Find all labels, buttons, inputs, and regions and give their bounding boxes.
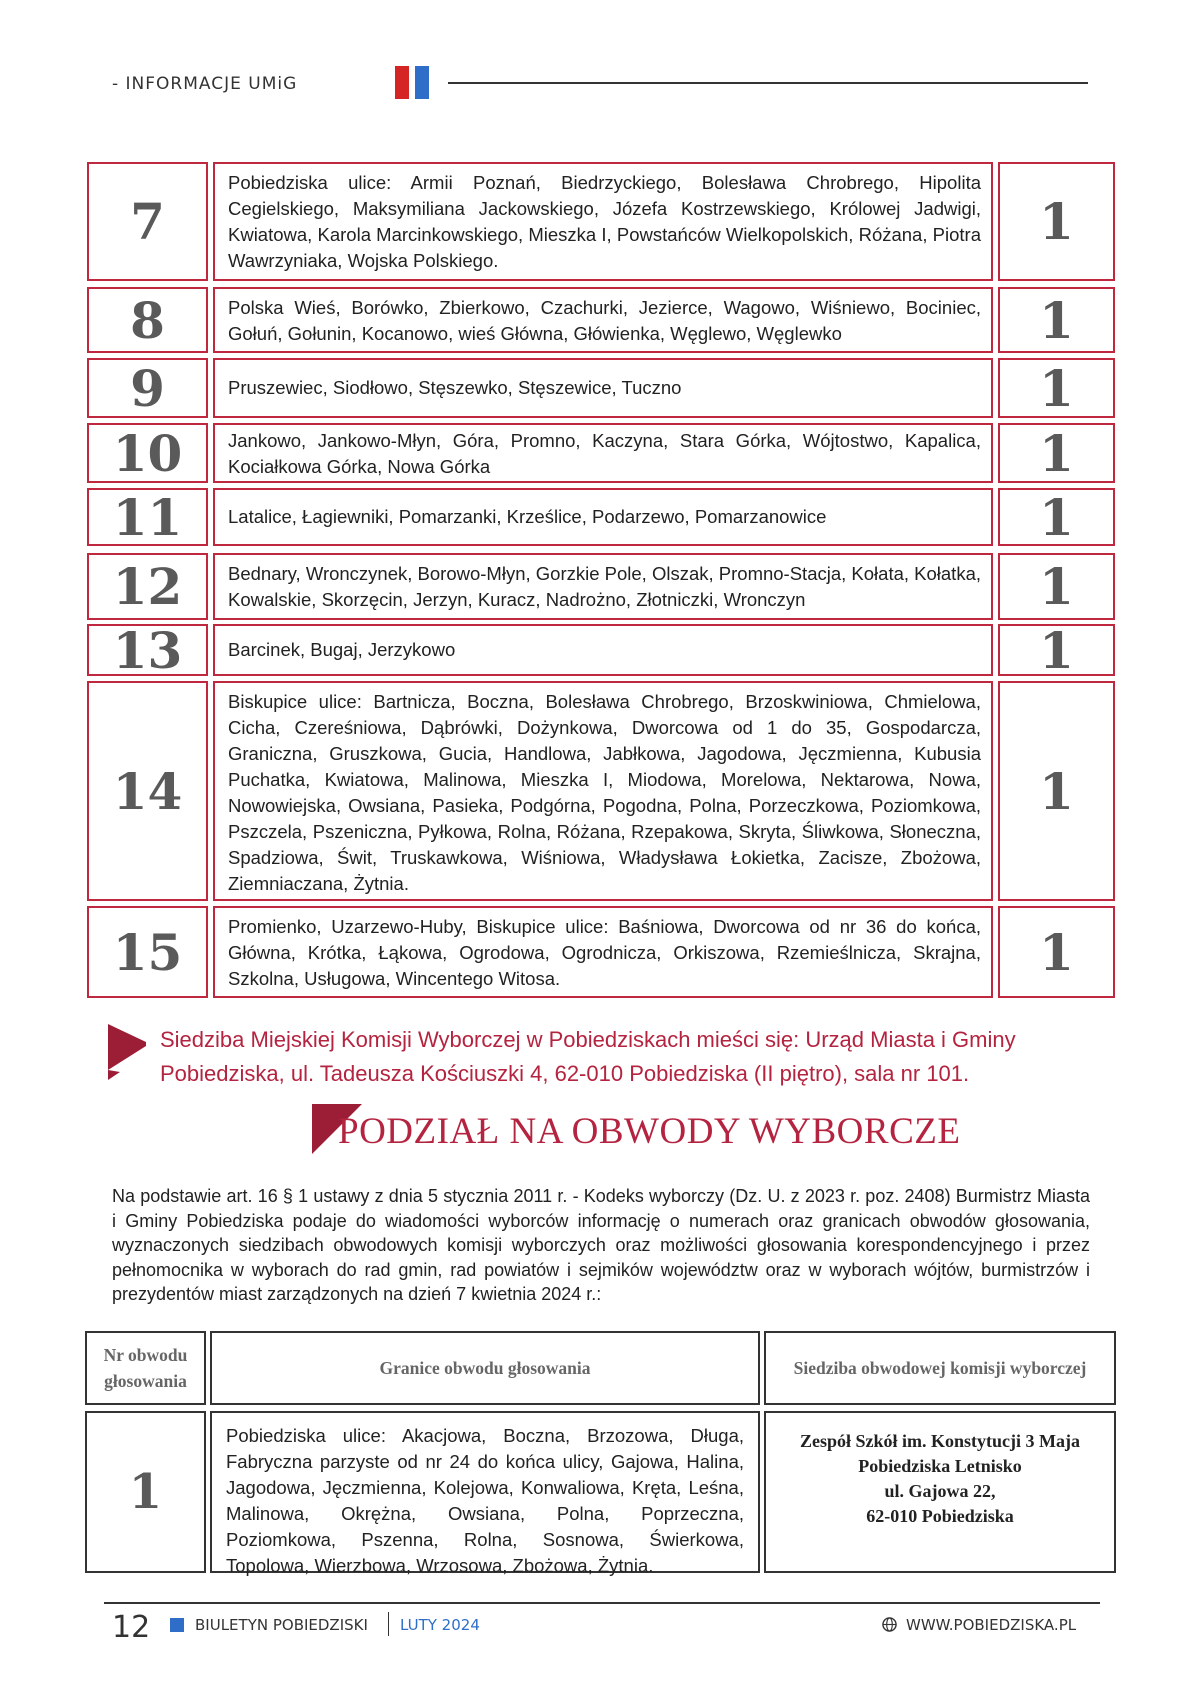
district-row	[87, 488, 1115, 546]
page-number: 12	[112, 1610, 151, 1645]
commission-seat-note: Siedziba Miejskiej Komisji Wyborczej w Pobiedziskach mieści się: Urząd Miasta i Gminy Pobiedziska, ul. Tadeusza Kościuszki 4, 62-010 Pobiedziska (II piętro), sala nr 101.	[160, 1027, 1016, 1086]
section-title: PODZIAŁ NA OBWODY WYBORCZE	[338, 1111, 961, 1152]
district-number: 1	[85, 1411, 206, 1573]
district-row	[87, 553, 1115, 620]
district-number: 12	[87, 553, 208, 620]
globe-icon	[882, 1617, 897, 1632]
header-rule	[448, 82, 1088, 84]
district-areas: Barcinek, Bugaj, Jerzykowo	[213, 624, 993, 676]
district-number: 10	[87, 423, 208, 483]
district-number: 15	[87, 906, 208, 998]
district-number: 13	[87, 624, 208, 676]
district-row	[87, 162, 1115, 281]
district-areas: Latalice, Łagiewniki, Pomarzanki, Krześlice, Podarzewo, Pomarzanowice	[213, 488, 993, 546]
district-row	[87, 681, 1115, 901]
commission-seat: Zespół Szkół im. Konstytucji 3 Maja Pobiedziska Letnisko ul. Gajowa 22, 62-010 Pobiedziska	[764, 1411, 1116, 1573]
district-row	[87, 358, 1115, 418]
issue-date: LUTY 2024	[400, 1616, 480, 1634]
column-header-seat: Siedziba obwodowej komisji wyborczej	[764, 1331, 1116, 1405]
intro-paragraph: Na podstawie art. 16 § 1 ustawy z dnia 5 stycznia 2011 r. - Kodeks wyborczy (Dz. U. z 2023 r. poz. 2408) Burmistrz Miasta i Gminy Pobiedziska podaje do wiadomości wyborców informację o numerach oraz granicach obwodów głosowania, wyznaczonych siedzibach obwodowych komisji wyborczych oraz możliwości głosowania korespondencyjnego i przez pełnomocnika w wyborach do rad gmin, rad powiatów i sejmików województw oraz w wyborach wójtów, burmistrzów i prezydentów miast zarządzonych na dzień 7 kwietnia 2024 r.:	[112, 1186, 1090, 1304]
district-number: 14	[87, 681, 208, 901]
column-header-areas: Granice obwodu głosowania	[210, 1331, 760, 1405]
callout-marker-icon	[108, 1024, 148, 1080]
district-areas: Jankowo, Jankowo-Młyn, Góra, Promno, Kaczyna, Stara Górka, Wójtostwo, Kapalica, Kociałkowa Górka, Nowa Górka	[213, 423, 993, 483]
website-link[interactable]: WWW.POBIEDZISKA.PL	[906, 1616, 1077, 1634]
district-count: 1	[998, 287, 1115, 353]
district-count: 1	[998, 488, 1115, 546]
district-areas: Bednary, Wronczynek, Borowo-Młyn, Gorzkie Pole, Olszak, Promno-Stacja, Kołata, Kołatka, Kowalskie, Skorzęcin, Jerzyn, Kuracz, Nadrożno, Złotniczki, Wronczyn	[213, 553, 993, 620]
district-count: 1	[998, 906, 1115, 998]
district-row	[87, 423, 1115, 483]
district-number: 7	[87, 162, 208, 281]
footer-divider	[388, 1612, 389, 1636]
district-areas: Pruszewiec, Siodłowo, Stęszewko, Stęszewice, Tuczno	[213, 358, 993, 418]
district-count: 1	[998, 624, 1115, 676]
footer-rule	[104, 1602, 1100, 1604]
district-count: 1	[998, 553, 1115, 620]
district-count: 1	[998, 358, 1115, 418]
district-count: 1	[998, 681, 1115, 901]
district-areas: Polska Wieś, Borówko, Zbierkowo, Czachurki, Jezierce, Wagowo, Wiśniewo, Bociniec, Gołuń, Gołunin, Kocanowo, wieś Główna, Główienka, Węglewo, Węglewko	[213, 287, 993, 353]
column-header-nr: Nr obwodu głosowania	[85, 1331, 206, 1405]
district-number: 8	[87, 287, 208, 353]
district-areas: Pobiedziska ulice: Akacjowa, Boczna, Brzozowa, Długa, Fabryczna parzyste od nr 24 do końca ulicy, Gajowa, Halina, Jagodowa, Jęczmienna, Kolejowa, Konwaliowa, Kręta, Leśna, Malinowa, Okrężna, Owsiana, Polna, Poprzeczna, Poziomkowa, Pszenna, Rolna, Sosnowa, Świerkowa, Topolowa, Wierzbowa, Wrzosowa, Zbożowa, Żytnia.	[210, 1411, 760, 1573]
district-number: 9	[87, 358, 208, 418]
district-areas: Biskupice ulice: Bartnicza, Boczna, Bolesława Chrobrego, Brzoskwiniowa, Chmielowa, Cicha, Czereśniowa, Dąbrówki, Dożynkowa, Dworcowa od 1 do 35, Gospodarcza, Graniczna, Gruszkowa, Gucia, Handlowa, Jabłkowa, Jagodowa, Jęczmienna, Kubusia Puchatka, Kwiatowa, Malinowa, Mieszka I, Miodowa, Morelowa, Nektarowa, Nowa, Nowowiejska, Owsiana, Pasieka, Podgórna, Pogodna, Polna, Porzeczkowa, Poziomkowa, Pszczela, Pszeniczna, Pyłkowa, Rolna, Różana, Rzepakowa, Skryta, Śliwkowa, Słoneczna, Spadziowa, Świt, Truskawkowa, Wiśniowa, Władysława Łokietka, Zacisze, Zbożowa, Ziemniaczana, Żytnia.	[213, 681, 993, 901]
square-icon	[170, 1618, 184, 1632]
district-count: 1	[998, 423, 1115, 483]
district-row	[87, 287, 1115, 353]
district-count: 1	[998, 162, 1115, 281]
district-areas: Pobiedziska ulice: Armii Poznań, Biedrzyckiego, Bolesława Chrobrego, Hipolita Cegielskiego, Maksymiliana Jackowskiego, Józefa Kostrzewskiego, Królowej Jadwigi, Kwiatowa, Karola Marcinkowskiego, Mieszka I, Powstańców Wielkopolskich, Różana, Piotra Wawrzyniaka, Wojska Polskiego.	[213, 162, 993, 281]
district-number: 11	[87, 488, 208, 546]
section-label: - INFORMACJE UMiG	[112, 74, 298, 94]
flag-icon	[395, 66, 433, 99]
publication-name: BIULETYN POBIEDZISKI	[195, 1616, 368, 1634]
district-row	[87, 620, 1115, 680]
district-row	[87, 906, 1115, 998]
district-areas: Promienko, Uzarzewo-Huby, Biskupice ulice: Baśniowa, Dworcowa od nr 36 do końca, Główna, Krótka, Łąkowa, Ogrodowa, Ogrodnicza, Orkiszowa, Rzemieślnicza, Skrajna, Szkolna, Usługowa, Wincentego Witosa.	[213, 906, 993, 998]
